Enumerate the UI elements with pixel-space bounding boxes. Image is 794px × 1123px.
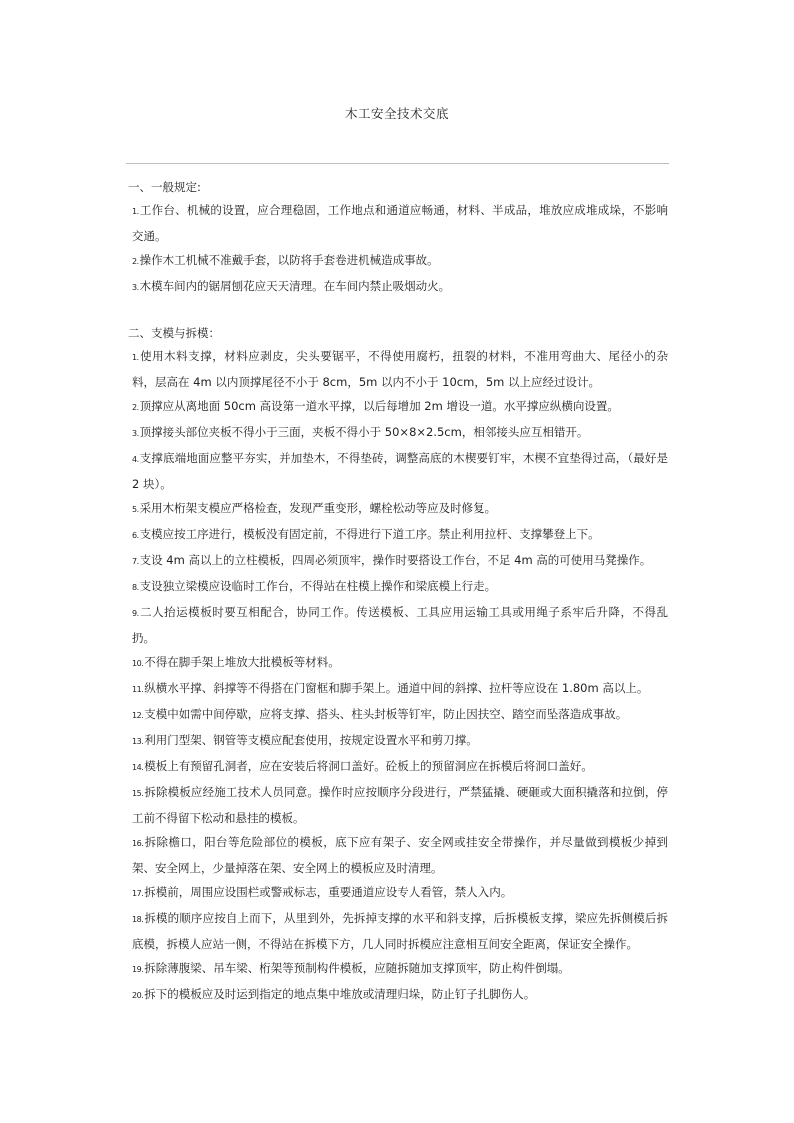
item-text: 模板上有预留孔洞者，应在安装后将洞口盖好。砼板上的预留洞应在拆模后将洞口盖好。: [144, 759, 593, 773]
item-number: 18.: [132, 915, 144, 924]
item-text: 采用木桁架支模应严格检查，发现严重变形，螺栓松动等应及时修复。: [139, 501, 497, 515]
item-text: 操作木工机械不准戴手套，以防将手套卷进机械造成事故。: [139, 253, 439, 267]
item-number: 19.: [132, 965, 144, 974]
item-number: 15.: [132, 789, 144, 798]
item-text: 顶撑应从离地面 50cm 高设第一道水平撑，以后每增加 2m 增设一道。水平撑应纵横向设置。: [139, 399, 619, 413]
item-number: 3.: [132, 283, 139, 292]
item-number: 14.: [132, 763, 144, 772]
item-text: 使用木料支撑，材料应剥皮，尖头要锯平，不得使用腐朽，扭裂的材料，不准用弯曲大、尾径小的杂料，层高在 4m 以内顶撑尾径不小于 8cm，5m 以内不小于 10cm，5m 以上应经过设计。: [132, 349, 668, 389]
item-text: 支模应按工序进行，模板没有固定前，不得进行下道工序。禁止利用拉杆、支撑攀登上下。: [139, 527, 600, 541]
list-item: [128, 982, 668, 1008]
item-text: 纵横水平撑、斜撑等不得搭在门窗框和脚手架上。通道中间的斜撑、拉杆等应设在 1.80m 高以上。: [144, 681, 649, 695]
item-text: 顶撑接头部位夹板不得小于三面，夹板不得小于 50×8×2.5cm，相邻接头应互相错开。: [139, 425, 589, 439]
item-number: 8.: [132, 583, 139, 592]
item-number: 11.: [132, 685, 144, 694]
document-body: [128, 176, 668, 1008]
item-number: 6.: [132, 531, 139, 540]
item-number: 5.: [132, 505, 139, 514]
list-item: [128, 446, 668, 496]
item-number: 3.: [132, 429, 139, 438]
item-text: 利用门型架、钢管等支模应配套使用，按规定设置水平和剪刀撑。: [144, 733, 478, 747]
section-spacer: [128, 300, 668, 322]
item-text: 拆除模板应经施工技术人员同意。操作时应按顺序分段进行，严禁猛撬、硬砸或大面积撬落和拉倒，停工前不得留下松动和悬挂的模板。: [132, 785, 668, 825]
list-item: [128, 394, 668, 420]
item-text: 工作台、机械的设置，应合理稳固，工作地点和通道应畅通，材料、半成品，堆放应成堆成垛，不影响交通。: [132, 203, 668, 243]
list-item: [128, 780, 668, 830]
list-item: [128, 702, 668, 728]
section-heading: 二、支模与拆模：: [128, 326, 220, 340]
section-heading: 一、一般规定:: [128, 180, 201, 194]
list-item: [128, 420, 668, 446]
list-item: [128, 880, 668, 906]
item-text: 拆模的顺序应按自上而下，从里到外，先拆掉支撑的水平和斜支撑，后拆模板支撑，梁应先拆侧模后拆底模，拆模人应站一侧，不得站在拆模下方，几人同时拆模应注意相互间安全距离，保证安全操作。: [132, 911, 668, 951]
item-text: 拆除檐口，阳台等危险部位的模板，底下应有架子、安全网或挂安全带操作，并尽量做到模板少掉到架、安全网上，少量掉落在架、安全网上的模板应及时清理。: [132, 835, 668, 875]
list-item: [128, 650, 668, 676]
item-number: 9.: [132, 609, 139, 618]
item-text: 拆模前，周围应设围栏或警戒标志，重要通道应设专人看管，禁人入内。: [144, 885, 513, 899]
item-text: 不得在脚手架上堆放大批模板等材料。: [144, 655, 340, 669]
item-number: 1.: [132, 353, 139, 362]
list-item: [128, 344, 668, 394]
item-number: 13.: [132, 737, 144, 746]
list-item: [128, 198, 668, 248]
list-item: [128, 496, 668, 522]
item-text: 拆除薄腹梁、吊车梁、桁架等预制构件模板，应随拆随加支撑顶牢，防止构件倒塌。: [144, 961, 570, 975]
item-number: 12.: [132, 711, 144, 720]
item-text: 支撑底端地面应整平夯实，并加垫木，不得垫砖，调整高底的木楔要钉牢，木楔不宜垫得过高，（最好是 2 块）。: [132, 451, 668, 491]
list-item: [128, 522, 668, 548]
item-number: 10.: [132, 659, 144, 668]
item-number: 20.: [132, 991, 144, 1000]
item-number: 17.: [132, 889, 144, 898]
list-item: [128, 906, 668, 956]
section-general-rules: [128, 176, 668, 300]
item-text: 拆下的模板应及时运到指定的地点集中堆放或清理归垛，防止钉子扎脚伤人。: [144, 987, 536, 1001]
list-item: [128, 600, 668, 650]
item-number: 2.: [132, 403, 139, 412]
list-item: [128, 676, 668, 702]
list-item: [128, 548, 668, 574]
list-item: [128, 754, 668, 780]
list-item: [128, 956, 668, 982]
item-number: 2.: [132, 257, 139, 266]
item-number: 7.: [132, 557, 139, 566]
list-item: [128, 274, 668, 300]
item-number: 4.: [132, 455, 139, 464]
title-divider: [126, 163, 669, 164]
item-text: 支设独立梁模应设临时工作台，不得站在柱模上操作和梁底模上行走。: [139, 579, 497, 593]
item-number: 16.: [132, 839, 144, 848]
document-title: 木工安全技术交底: [344, 106, 449, 121]
list-item: [128, 728, 668, 754]
list-item: [128, 248, 668, 274]
section-formwork: [128, 322, 668, 1008]
list-item: [128, 574, 668, 600]
list-item: [128, 830, 668, 880]
item-text: 木模车间内的锯屑刨花应天天清理。在车间内禁止吸烟动火。: [139, 279, 451, 293]
item-number: 1.: [132, 207, 139, 216]
item-text: 支设 4m 高以上的立柱模板，四周必须顶牢，操作时要搭设工作台，不足 4m 高的可使用马凳操作。: [139, 553, 652, 567]
item-text: 二人抬运模板时要互相配合，协同工作。传送模板、工具应用运输工具或用绳子系牢后升降，不得乱扔。: [132, 605, 668, 645]
item-text: 支模中如需中间停歇，应将支撑、搭头、柱头封板等钉牢，防止因扶空、踏空而坠落造成事故。: [144, 707, 628, 721]
